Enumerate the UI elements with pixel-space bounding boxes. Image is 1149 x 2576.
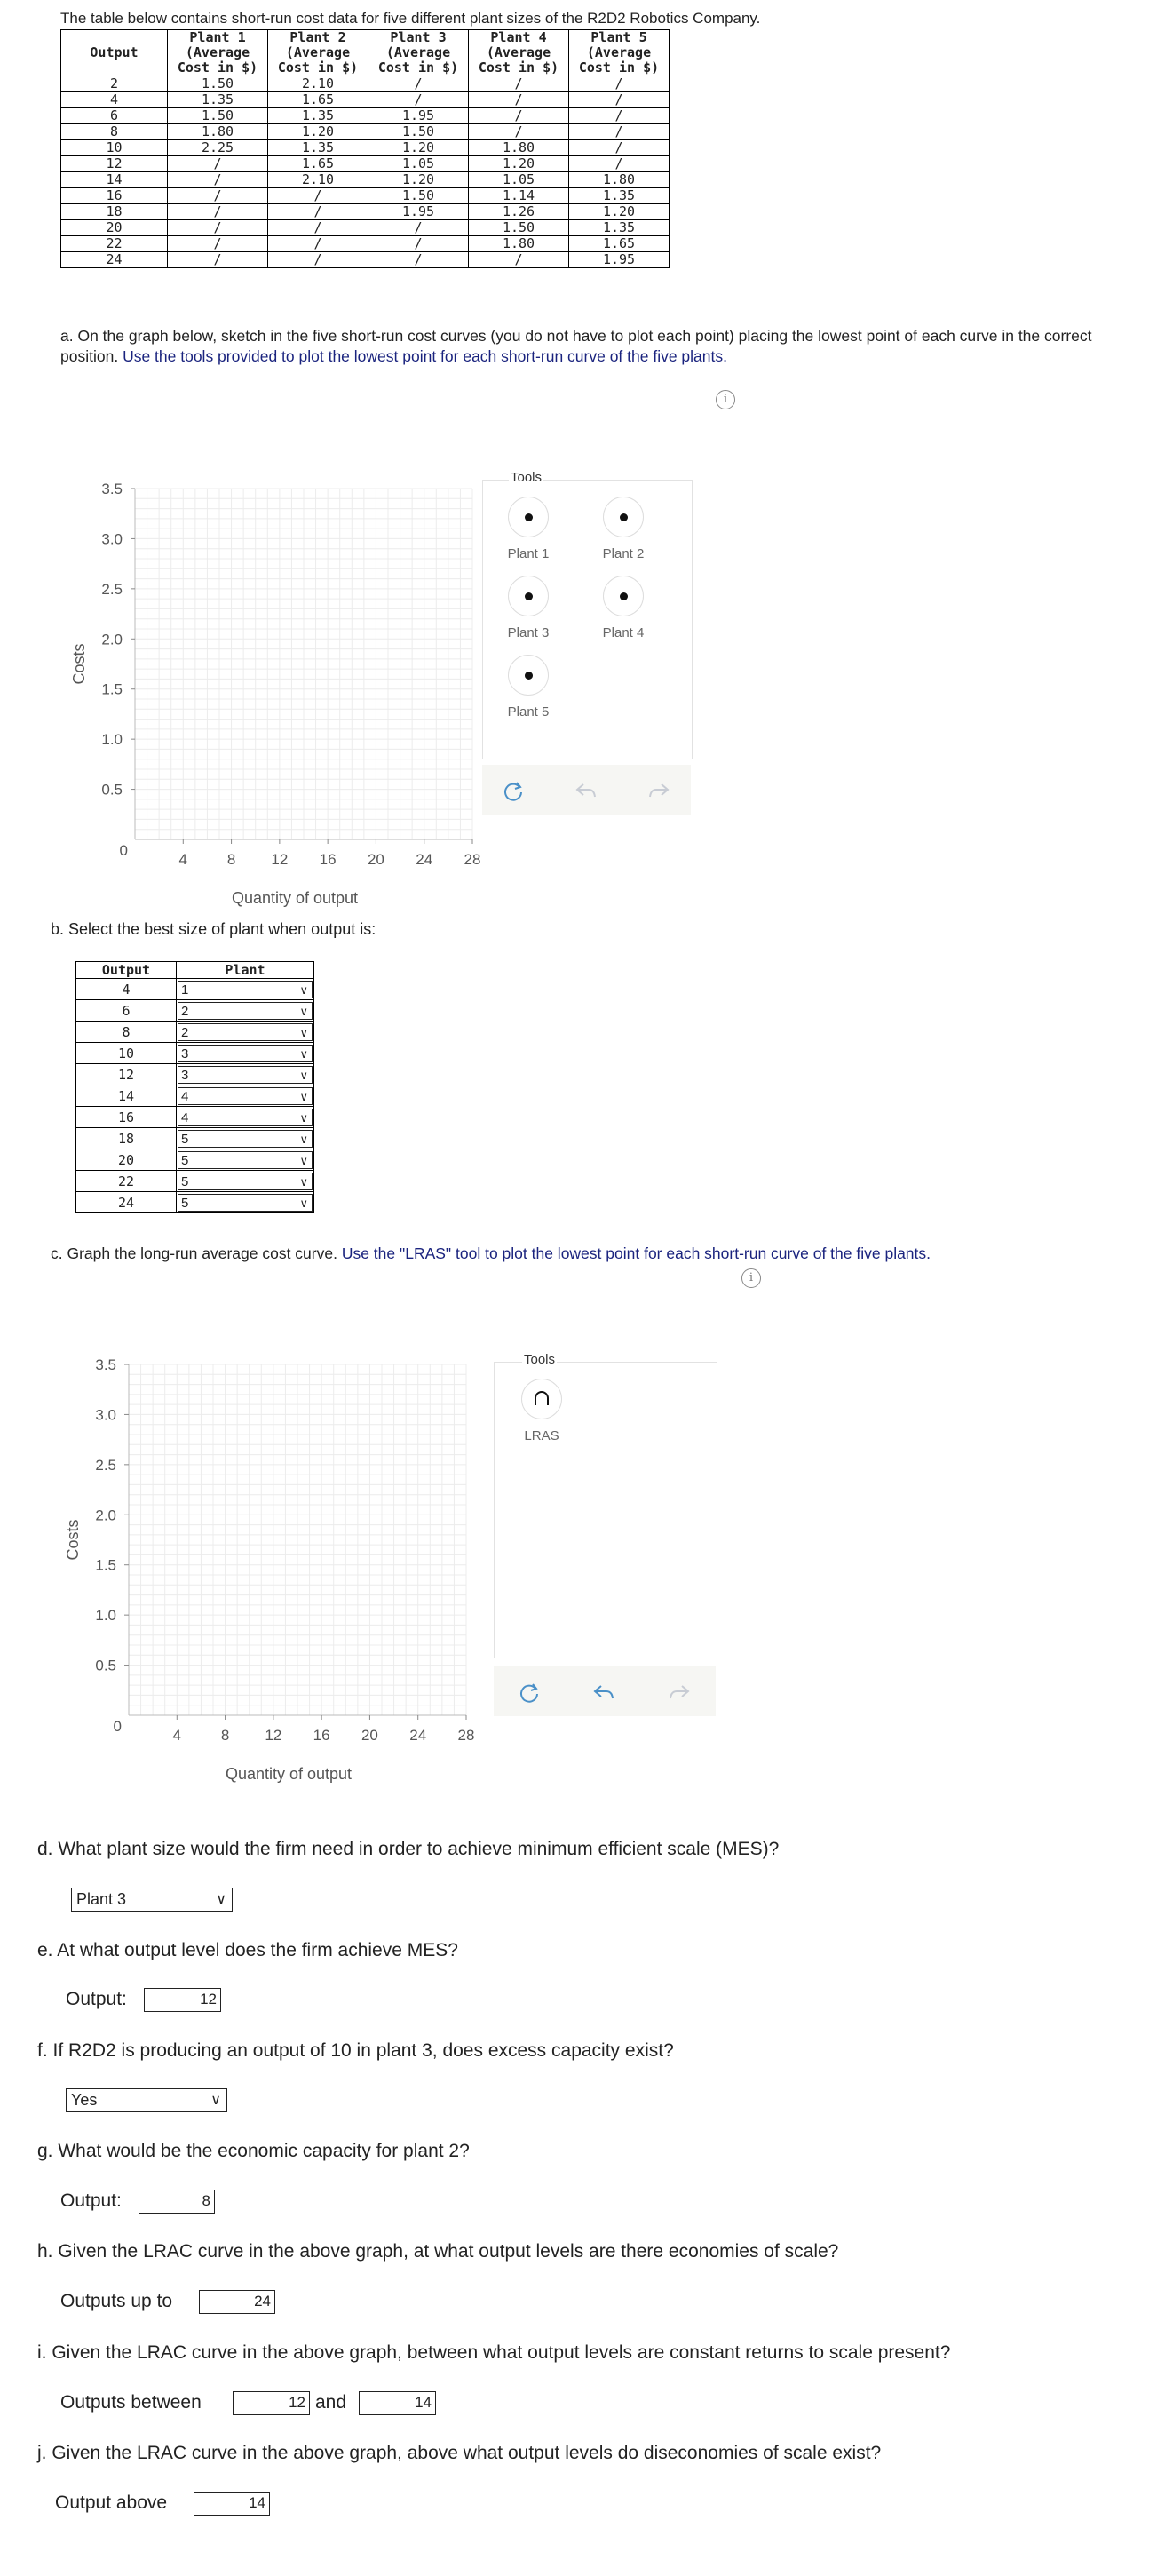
x-tick-label: 24	[409, 1727, 427, 1744]
plant-table-row	[76, 979, 314, 1000]
cost-table-header: Plant 1 (Average Cost in $)	[168, 30, 268, 76]
cost-table-body	[61, 76, 670, 268]
cost-table-cell: /	[569, 140, 670, 156]
part-d-question: d. What plant size would the firm need in order to achieve minimum efficient scale (MES)?	[37, 1839, 780, 1859]
plant-select-cell	[177, 1064, 314, 1085]
tool-label: Plant 1	[507, 546, 550, 561]
x-tick-label: 16	[313, 1727, 330, 1744]
x-tick-label: 4	[178, 851, 188, 868]
cost-table-cell: 1.35	[569, 188, 670, 204]
tools-title: Tools	[524, 1352, 556, 1367]
tool-label: Plant 3	[507, 625, 550, 640]
chevron-down-icon: ∨	[299, 1110, 308, 1125]
cost-table-cell: 1.50	[168, 108, 268, 124]
cost-table	[60, 29, 670, 268]
cost-table-cell: 1.80	[569, 172, 670, 188]
plant-select-value: 1	[181, 982, 189, 998]
plant-select-value: 4	[181, 1109, 189, 1125]
cost-table-cell: /	[268, 252, 368, 268]
cost-table-header-row	[61, 30, 670, 76]
point-tool-icon	[508, 655, 549, 696]
plant-select-value: 3	[181, 1046, 189, 1061]
cost-table-row	[61, 204, 670, 220]
cost-table-cell: /	[368, 236, 469, 252]
tool-plant-2[interactable]	[588, 497, 659, 561]
cost-table-cell: 1.65	[569, 236, 670, 252]
point-tool-icon	[603, 497, 644, 537]
cost-table-cell: 12	[61, 156, 168, 172]
output-cell: 14	[76, 1085, 177, 1107]
cost-table-row	[61, 188, 670, 204]
dropdown-value: Yes	[71, 2091, 98, 2109]
point-tool-icon	[508, 576, 549, 616]
cost-table-row	[61, 92, 670, 108]
chevron-down-icon: ∨	[299, 1153, 308, 1167]
y-tick-label: 2.5	[95, 1456, 116, 1474]
plant-table-row	[76, 1022, 314, 1043]
part-j-label: Output above	[55, 2493, 168, 2513]
constant-returns-end-input[interactable]: 14	[359, 2391, 436, 2415]
cost-table-cell: /	[168, 236, 268, 252]
mes-plant-dropdown[interactable]	[71, 1888, 233, 1912]
plant-table-row	[76, 1043, 314, 1064]
part-g-label: Output:	[60, 2190, 122, 2211]
part-i-question: i. Given the LRAC curve in the above graph, between what output levels are constant returns to scale present?	[37, 2342, 951, 2363]
chevron-down-icon: ∨	[299, 982, 308, 997]
plant-table-row	[76, 1085, 314, 1107]
plant-select[interactable]	[178, 1151, 313, 1169]
cost-table-cell: 14	[61, 172, 168, 188]
undo-icon[interactable]	[574, 779, 598, 802]
tools-panel-c	[494, 1352, 717, 1658]
plant-select[interactable]	[178, 1087, 313, 1105]
cost-table-cell: 8	[61, 124, 168, 140]
y-tick-label: 2.0	[101, 631, 123, 648]
y-axis-title: Costs	[70, 643, 88, 685]
cost-table-cell: 1.95	[368, 204, 469, 220]
cost-table-cell: 6	[61, 108, 168, 124]
cost-table-header: Plant 3 (Average Cost in $)	[368, 30, 469, 76]
plant-select[interactable]	[178, 1130, 313, 1148]
cost-table-cell: 1.65	[268, 92, 368, 108]
tools-panel-a	[482, 470, 693, 759]
cost-table-cell: /	[168, 204, 268, 220]
cost-table-cell: 1.20	[469, 156, 569, 172]
plant-select-cell	[177, 1149, 314, 1171]
plant-select[interactable]	[178, 1173, 313, 1190]
plant-table-row	[76, 1171, 314, 1192]
cost-table-cell: /	[569, 108, 670, 124]
y-tick-label: 2.0	[95, 1507, 116, 1524]
cost-table-cell: 1.65	[268, 156, 368, 172]
output-cell: 12	[76, 1064, 177, 1085]
cost-table-row	[61, 172, 670, 188]
economic-capacity-input[interactable]: 8	[139, 2190, 215, 2214]
info-icon[interactable]: i	[716, 390, 735, 409]
x-tick-label: 4	[172, 1727, 182, 1744]
plant-select-cell	[177, 1085, 314, 1107]
x-tick-label: 20	[367, 851, 384, 868]
reset-icon[interactable]	[502, 779, 525, 802]
plant-select-value: 2	[181, 1003, 189, 1019]
part-c-instruction: Use the "LRAS" tool to plot the lowest point for each short-run curve of the five plants.	[341, 1244, 931, 1262]
chevron-down-icon: ∨	[299, 1046, 308, 1061]
tool-label: Plant 2	[602, 546, 645, 561]
output-cell: 24	[76, 1192, 177, 1213]
x-tick-label: 28	[457, 1727, 475, 1744]
info-icon[interactable]: i	[741, 1268, 761, 1288]
plant-select-value: 2	[181, 1024, 189, 1040]
chevron-down-icon: ∨	[299, 1025, 308, 1039]
cost-table-cell: 4	[61, 92, 168, 108]
origin-label: 0	[119, 842, 128, 859]
cost-table-cell: /	[569, 76, 670, 92]
plant-table-row	[76, 1064, 314, 1085]
cost-table-cell: 18	[61, 204, 168, 220]
x-tick-label: 24	[416, 851, 433, 868]
part-a-question	[60, 326, 1108, 367]
cost-table-cell: 1.20	[368, 140, 469, 156]
cost-table-cell: /	[469, 252, 569, 268]
cost-table-cell: /	[168, 220, 268, 236]
plant-select-cell	[177, 1000, 314, 1022]
chevron-down-icon: ∨	[299, 1068, 308, 1082]
part-e-question: e. At what output level does the firm achieve MES?	[37, 1940, 458, 1960]
y-tick-label: 3.0	[95, 1406, 116, 1424]
tool-label: Plant 4	[602, 625, 645, 640]
tool-label: LRAS	[524, 1428, 559, 1443]
cost-table-cell: 1.05	[368, 156, 469, 172]
cost-table-cell: 1.50	[168, 76, 268, 92]
cost-table-cell: /	[368, 76, 469, 92]
plant-select-cell	[177, 1043, 314, 1064]
redo-icon[interactable]	[647, 779, 670, 802]
part-g-question: g. What would be the economic capacity for plant 2?	[37, 2141, 470, 2161]
excess-capacity-dropdown[interactable]	[66, 2088, 227, 2112]
part-c-text: c. Graph the long-run average cost curve.	[51, 1244, 337, 1262]
cost-table-cell: 1.35	[168, 92, 268, 108]
part-e-label: Output:	[66, 1989, 127, 2009]
y-tick-label: 1.5	[101, 680, 123, 698]
cost-table-cell: 1.20	[569, 204, 670, 220]
tool-label: Plant 5	[507, 704, 550, 720]
cost-table-cell: /	[569, 156, 670, 172]
plant-select[interactable]	[178, 1023, 313, 1041]
y-tick-label: 0.5	[95, 1657, 116, 1674]
cost-table-cell: 20	[61, 220, 168, 236]
x-axis-title: Quantity of output	[225, 1765, 353, 1783]
cost-table-cell: 2.10	[268, 76, 368, 92]
part-j-question: j. Given the LRAC curve in the above graph, above what output levels do diseconomies of scale exist?	[37, 2443, 882, 2463]
cost-table-header: Plant 5 (Average Cost in $)	[569, 30, 670, 76]
reset-icon[interactable]	[518, 1681, 541, 1704]
cost-table-row	[61, 140, 670, 156]
cost-table-cell: 2.10	[268, 172, 368, 188]
part-c-question	[51, 1244, 1143, 1264]
cost-table-row	[61, 236, 670, 252]
y-tick-label: 0.5	[101, 781, 123, 799]
redo-icon[interactable]	[668, 1681, 691, 1704]
cost-table-cell: /	[168, 188, 268, 204]
mes-output-input[interactable]: 12	[144, 1988, 221, 2012]
cost-table-cell: /	[368, 252, 469, 268]
tool-plant-4[interactable]	[588, 576, 659, 640]
chevron-down-icon: ∨	[299, 1004, 308, 1018]
x-tick-label: 8	[226, 851, 236, 868]
part-a-text: a. On the graph below, sketch in the five short-run cost curves (you do not have to plot each point) placing the lowest point of each curve in the correct position.	[60, 327, 1092, 365]
x-tick-label: 8	[220, 1727, 230, 1744]
plant-select-value: 5	[181, 1131, 189, 1147]
x-tick-label: 12	[265, 1727, 282, 1744]
x-tick-label: 12	[271, 851, 289, 868]
chevron-down-icon: ∨	[216, 1892, 226, 1907]
plant-select-cell	[177, 1107, 314, 1128]
point-tool-icon	[508, 497, 549, 537]
plant-select[interactable]	[178, 1002, 313, 1020]
plant-select[interactable]	[178, 981, 313, 998]
plant-select-cell	[177, 1192, 314, 1213]
output-cell: 20	[76, 1149, 177, 1171]
x-tick-label: 16	[319, 851, 337, 868]
cost-table-cell: 1.35	[268, 140, 368, 156]
cost-table-cell: 1.20	[368, 172, 469, 188]
output-cell: 22	[76, 1171, 177, 1192]
cost-table-header: Plant 4 (Average Cost in $)	[469, 30, 569, 76]
cost-table-cell: 1.35	[268, 108, 368, 124]
y-axis-title: Costs	[64, 1519, 82, 1561]
output-cell: 4	[76, 979, 177, 1000]
cost-table-row	[61, 252, 670, 268]
cost-table-cell: 24	[61, 252, 168, 268]
cost-table-cell: 1.05	[469, 172, 569, 188]
y-tick-label: 3.0	[101, 530, 123, 548]
part-f-question: f. If R2D2 is producing an output of 10 in plant 3, does excess capacity exist?	[37, 2040, 674, 2061]
undo-icon[interactable]	[592, 1681, 615, 1704]
cost-table-cell: /	[268, 204, 368, 220]
plant-select[interactable]	[178, 1045, 313, 1062]
chevron-down-icon: ∨	[210, 2093, 221, 2108]
origin-label: 0	[113, 1718, 122, 1735]
chevron-down-icon: ∨	[299, 1132, 308, 1146]
part-h-question: h. Given the LRAC curve in the above graph, at what output levels are there economies of scale?	[37, 2241, 839, 2262]
cost-table-cell: /	[569, 124, 670, 140]
plant-select-value: 5	[181, 1152, 189, 1168]
x-tick-label: 20	[361, 1727, 378, 1744]
cost-table-cell: /	[469, 76, 569, 92]
chart-a[interactable]	[53, 462, 488, 907]
chevron-down-icon: ∨	[299, 1196, 308, 1210]
part-i-and: and	[315, 2392, 347, 2413]
dropdown-value: Plant 3	[76, 1890, 127, 1908]
plant-table-row	[76, 1107, 314, 1128]
lras-curve-icon	[521, 1379, 562, 1419]
cost-table-cell: 1.95	[569, 252, 670, 268]
cost-table-cell: 1.50	[469, 220, 569, 236]
cost-table-cell: 1.26	[469, 204, 569, 220]
plant-select[interactable]	[178, 1194, 313, 1212]
cost-table-cell: 1.14	[469, 188, 569, 204]
tool-lras[interactable]	[506, 1379, 577, 1443]
economies-scale-input[interactable]: 24	[199, 2290, 275, 2314]
cost-table-cell: 1.80	[469, 236, 569, 252]
part-i-label: Outputs between	[60, 2392, 202, 2413]
part-h-label: Outputs up to	[60, 2291, 173, 2311]
cost-table-cell: 2	[61, 76, 168, 92]
plant-select-value: 3	[181, 1067, 189, 1083]
point-tool-icon	[603, 576, 644, 616]
output-cell: 10	[76, 1043, 177, 1064]
cost-table-cell: /	[469, 124, 569, 140]
y-tick-label: 3.5	[101, 481, 123, 497]
intro-text: The table below contains short-run cost data for five different plant sizes of the R2D2 Robotics Company.	[60, 10, 761, 27]
plant-table-header: Output	[76, 962, 177, 979]
plant-select[interactable]	[178, 1066, 313, 1084]
cost-table-cell: 2.25	[168, 140, 268, 156]
cost-table-cell: /	[368, 220, 469, 236]
plant-select-cell	[177, 979, 314, 1000]
cost-table-cell: /	[569, 92, 670, 108]
plant-select-table	[75, 961, 314, 1213]
cost-table-row	[61, 220, 670, 236]
action-bar-c	[494, 1666, 716, 1716]
y-tick-label: 1.0	[101, 731, 123, 749]
x-axis-title: Quantity of output	[231, 889, 359, 907]
y-tick-label: 1.5	[95, 1556, 116, 1574]
plant-table-header-row	[76, 962, 314, 979]
plant-table-row	[76, 1192, 314, 1213]
cost-table-row	[61, 156, 670, 172]
output-cell: 18	[76, 1128, 177, 1149]
cost-table-header: Output	[61, 30, 168, 76]
cost-table-cell: 22	[61, 236, 168, 252]
output-cell: 8	[76, 1022, 177, 1043]
action-bar-a	[482, 765, 691, 815]
cost-table-cell: 1.50	[368, 124, 469, 140]
cost-table-cell: /	[168, 252, 268, 268]
plant-table-body	[76, 979, 314, 1213]
cost-table-header: Plant 2 (Average Cost in $)	[268, 30, 368, 76]
tools-title: Tools	[511, 470, 543, 485]
y-tick-label: 1.0	[95, 1607, 116, 1625]
plant-table-row	[76, 1000, 314, 1022]
cost-table-row	[61, 76, 670, 92]
plant-select-value: 4	[181, 1088, 189, 1104]
y-tick-label: 3.5	[95, 1356, 116, 1373]
chevron-down-icon: ∨	[299, 1174, 308, 1189]
tool-plant-5[interactable]	[493, 655, 564, 720]
cost-table-row	[61, 108, 670, 124]
cost-table-cell: /	[368, 92, 469, 108]
tool-plant-3[interactable]	[493, 576, 564, 640]
plant-select-cell	[177, 1171, 314, 1192]
cost-table-cell: /	[168, 172, 268, 188]
cost-table-cell: 1.95	[368, 108, 469, 124]
part-b-question: b. Select the best size of plant when output is:	[51, 920, 376, 938]
cost-table-cell: 16	[61, 188, 168, 204]
cost-table-cell: /	[268, 188, 368, 204]
x-tick-label: 28	[464, 851, 481, 868]
plant-table-row	[76, 1128, 314, 1149]
cost-table-cell: 1.35	[569, 220, 670, 236]
cost-table-cell: 1.80	[469, 140, 569, 156]
output-cell: 16	[76, 1107, 177, 1128]
cost-table-cell: /	[268, 220, 368, 236]
plant-table-header: Plant	[177, 962, 314, 979]
y-tick-label: 2.5	[101, 580, 123, 598]
cost-table-cell: 1.50	[368, 188, 469, 204]
chart-c[interactable]	[47, 1338, 482, 1783]
cost-table-cell: /	[469, 92, 569, 108]
tool-plant-1[interactable]	[493, 497, 564, 561]
plant-select-cell	[177, 1128, 314, 1149]
plant-select[interactable]	[178, 1109, 313, 1126]
chevron-down-icon: ∨	[299, 1089, 308, 1103]
cost-table-cell: 10	[61, 140, 168, 156]
cost-table-cell: /	[469, 108, 569, 124]
cost-table-cell: 1.20	[268, 124, 368, 140]
plant-select-value: 5	[181, 1195, 189, 1211]
plant-select-cell	[177, 1022, 314, 1043]
cost-table-row	[61, 124, 670, 140]
plant-table-row	[76, 1149, 314, 1171]
part-a-instruction: Use the tools provided to plot the lowest point for each short-run curve of the five plants.	[123, 347, 727, 365]
cost-table-cell: /	[168, 156, 268, 172]
output-cell: 6	[76, 1000, 177, 1022]
constant-returns-start-input[interactable]: 12	[233, 2391, 310, 2415]
diseconomies-scale-input[interactable]: 14	[194, 2492, 270, 2516]
cost-table-cell: 1.80	[168, 124, 268, 140]
cost-table-cell: /	[268, 236, 368, 252]
plant-select-value: 5	[181, 1173, 189, 1189]
